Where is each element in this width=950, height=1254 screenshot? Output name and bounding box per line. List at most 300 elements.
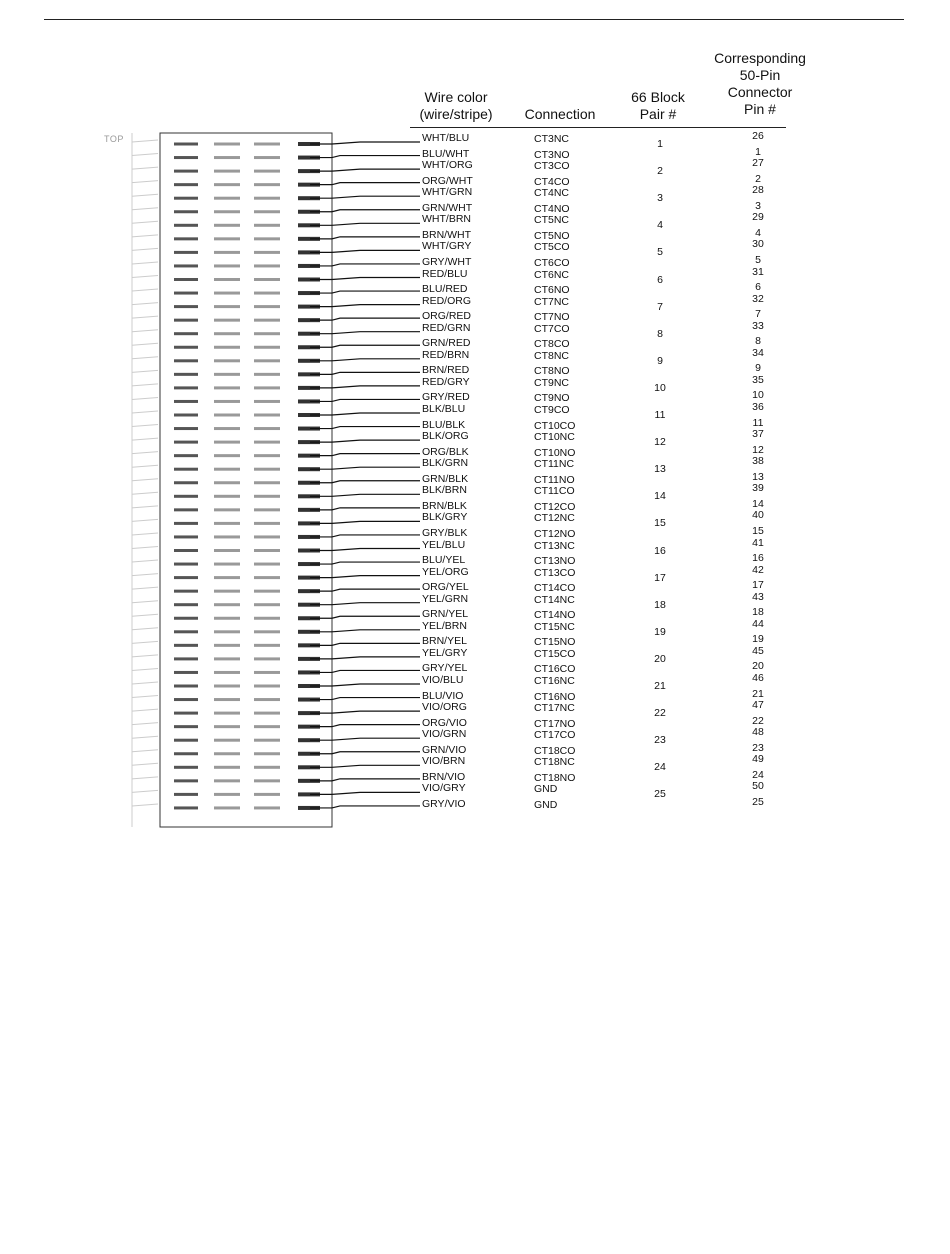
lead-wire: [310, 752, 420, 754]
lead-wire: [310, 278, 420, 280]
punch-clip: [174, 373, 198, 376]
wire-color: GRN/YEL: [422, 608, 469, 621]
connection: CT16NO: [534, 690, 576, 703]
punch-clip: [174, 454, 198, 457]
block-edge-tick: [132, 804, 158, 806]
wire-color: BLK/BRN: [422, 484, 467, 497]
pair-number: 8: [657, 327, 663, 340]
punch-clip: [174, 685, 198, 688]
punch-clip: [174, 806, 198, 809]
lead-wire: [310, 223, 420, 225]
lead-wire: [310, 467, 420, 469]
punch-clip: [254, 725, 280, 728]
wire-color: BLU/YEL: [422, 554, 466, 567]
block-edge-tick: [132, 167, 158, 169]
connection: GND: [534, 798, 558, 811]
block-edge-tick: [132, 235, 158, 237]
lead-wire: [310, 616, 420, 618]
punch-clip: [254, 603, 280, 606]
punch-clip: [174, 725, 198, 728]
punch-clip: [214, 305, 240, 308]
pair-number: 18: [654, 598, 666, 611]
wire-color: ORG/WHT: [422, 174, 473, 187]
pair-number: 10: [654, 381, 666, 394]
connection: CT17CO: [534, 729, 576, 742]
pair-number: 15: [654, 517, 666, 530]
punch-clip: [254, 495, 280, 498]
connection: CT15NC: [534, 620, 575, 633]
pair-number: 16: [654, 544, 666, 557]
connection: CT3NO: [534, 148, 570, 161]
pair-number: 6: [657, 273, 663, 286]
wire-color: RED/GRN: [422, 321, 471, 334]
pair-number: 1: [657, 138, 663, 150]
punch-clip: [174, 251, 198, 254]
lead-wire: [310, 210, 420, 212]
pin-number: 15: [752, 524, 764, 537]
punch-clip: [214, 712, 240, 715]
pair-number: 13: [654, 463, 666, 476]
punch-clip: [214, 197, 240, 200]
punch-clip: [214, 210, 240, 213]
pair-number: 21: [654, 680, 666, 692]
wire-color: VIO/BLU: [422, 674, 464, 686]
punch-clip: [174, 739, 198, 742]
punch-clip: [214, 346, 240, 349]
punch-clip: [254, 305, 280, 308]
lead-wire: [310, 250, 420, 252]
punch-clip: [214, 414, 240, 417]
wire-color: BRN/RED: [422, 364, 470, 377]
wire-color: YEL/BLU: [422, 538, 466, 551]
punch-clip: [254, 590, 280, 593]
punch-clip: [174, 535, 198, 538]
block-edge-tick: [132, 628, 158, 630]
punch-clip: [214, 671, 240, 674]
punch-clip: [174, 197, 198, 200]
punch-clip: [254, 386, 280, 389]
punch-clip: [254, 278, 280, 281]
lead-wire: [310, 196, 420, 198]
punch-clip: [254, 535, 280, 538]
lead-wire: [310, 318, 420, 320]
wire-color: BRN/YEL: [422, 635, 467, 648]
block-edge-tick: [132, 587, 158, 589]
wire-color: WHT/GRN: [422, 186, 473, 199]
block-edge-tick: [132, 154, 158, 156]
connection: CT9NC: [534, 376, 570, 389]
pin-number: 18: [752, 606, 764, 619]
punch-clip: [254, 712, 280, 715]
pin-number: 39: [752, 482, 764, 495]
lead-wire: [310, 359, 420, 361]
header-wire-color: Wire color (wire/stripe): [419, 89, 493, 122]
pair-number: 14: [654, 490, 666, 503]
lead-wire: [310, 454, 420, 456]
connection: CT5NO: [534, 229, 570, 242]
punch-clip: [174, 346, 198, 349]
wire-color: BLK/ORG: [422, 430, 469, 443]
block-edge-tick: [132, 614, 158, 616]
connection: CT3NC: [534, 133, 570, 145]
block-edge-tick: [132, 181, 158, 183]
punch-clip: [214, 224, 240, 227]
punch-clip: [254, 441, 280, 444]
punch-clip: [174, 386, 198, 389]
lead-wire: [310, 670, 420, 672]
lead-wire: [310, 725, 420, 727]
pin-number: 16: [752, 552, 764, 565]
pin-number: 50: [752, 780, 764, 793]
connection: CT4NC: [534, 187, 570, 200]
pin-number: 44: [752, 617, 764, 630]
block-edge-tick: [132, 601, 158, 603]
pin-number: 9: [755, 362, 761, 375]
pin-number: 45: [752, 644, 764, 657]
pin-number: 20: [752, 660, 764, 673]
connection: CT9CO: [534, 404, 570, 416]
punch-clip: [254, 400, 280, 403]
wire-color: BLU/RED: [422, 283, 468, 296]
connection: CT12CO: [534, 500, 576, 513]
pin-number: 32: [752, 292, 764, 305]
block-edge-tick: [132, 384, 158, 386]
wire-color: GRN/WHT: [422, 201, 473, 214]
punch-clip: [174, 657, 198, 660]
pin-number: 42: [752, 563, 764, 576]
pin-number: 7: [755, 308, 761, 321]
punch-clip: [254, 454, 280, 457]
punch-clip: [214, 359, 240, 362]
wire-color: RED/BLU: [422, 267, 468, 280]
lead-wire: [310, 386, 420, 388]
pin-number: 28: [752, 184, 764, 197]
lead-wire: [310, 630, 420, 632]
punch-clip: [174, 143, 198, 146]
pair-number: 23: [654, 734, 666, 747]
pin-number: 3: [755, 199, 761, 212]
connection: CT18NC: [534, 756, 575, 769]
punch-clip: [174, 170, 198, 173]
block-edge-tick: [132, 790, 158, 792]
punch-clip: [174, 617, 198, 620]
pin-number: 22: [752, 714, 764, 727]
header-pair: 66 Block Pair #: [631, 89, 685, 122]
block-edge-tick: [132, 560, 158, 562]
connection: CT15NO: [534, 636, 576, 649]
wire-color: VIO/GRN: [422, 728, 467, 741]
punch-clip: [254, 522, 280, 525]
punch-clip: [214, 793, 240, 796]
punch-clip: [174, 319, 198, 322]
lead-wire: [310, 399, 420, 401]
wire-color: WHT/BRN: [422, 213, 471, 226]
pin-number: 34: [752, 346, 764, 359]
wire-color: RED/BRN: [422, 348, 470, 361]
block-edge-tick: [132, 492, 158, 494]
wire-color: YEL/GRY: [422, 646, 468, 659]
block-edge-tick: [132, 208, 158, 210]
lead-wire: [310, 576, 420, 578]
punch-clip: [174, 292, 198, 295]
block-edge-tick: [132, 533, 158, 535]
punch-clip: [254, 414, 280, 417]
block-edge-tick: [132, 641, 158, 643]
punch-clip: [174, 712, 198, 715]
punch-clip: [174, 359, 198, 362]
pair-number: 11: [654, 409, 666, 421]
punch-clip: [174, 522, 198, 525]
punch-clip: [174, 481, 198, 484]
pin-number: 14: [752, 497, 764, 510]
pin-number: 41: [752, 536, 764, 549]
punch-clip: [254, 576, 280, 579]
punch-clip: [254, 237, 280, 240]
wire-color: VIO/BRN: [422, 755, 466, 768]
pin-number: 12: [752, 443, 764, 456]
pair-number: 7: [657, 300, 663, 313]
punch-clip: [214, 752, 240, 755]
punch-clip: [254, 264, 280, 267]
wire-color: BLK/GRN: [422, 457, 469, 470]
lead-wire: [310, 535, 420, 537]
punch-clip: [214, 183, 240, 186]
lead-wire: [310, 738, 420, 740]
connection: CT8NO: [534, 365, 570, 378]
lead-wire: [310, 589, 420, 591]
punch-clip: [174, 278, 198, 281]
block-edge-tick: [132, 316, 158, 318]
punch-clip: [254, 319, 280, 322]
lead-wire: [310, 156, 420, 158]
punch-clip: [174, 156, 198, 159]
connection: CT6NC: [534, 268, 570, 281]
pin-number: 26: [752, 130, 764, 142]
punch-clip: [174, 210, 198, 213]
wire-color: GRY/WHT: [422, 255, 472, 268]
punch-clip: [174, 576, 198, 579]
connection: CT13NC: [534, 539, 575, 552]
punch-clip: [254, 644, 280, 647]
wire-color: BRN/VIO: [422, 770, 466, 783]
pair-number: 22: [654, 707, 666, 720]
punch-clip: [254, 183, 280, 186]
header-pin: Corresponding 50-Pin Connector Pin #: [714, 50, 806, 117]
punch-clip: [254, 698, 280, 701]
punch-clip: [174, 603, 198, 606]
punch-clip: [174, 237, 198, 240]
lead-wire: [310, 494, 420, 496]
punch-clip: [174, 698, 198, 701]
pair-number: 4: [657, 219, 663, 232]
punch-clip: [214, 563, 240, 566]
punch-clip: [174, 183, 198, 186]
punch-clip: [214, 590, 240, 593]
connection: CT8NC: [534, 349, 570, 362]
block-edge-tick: [132, 343, 158, 345]
punch-clip: [254, 359, 280, 362]
pin-number: 17: [752, 579, 764, 592]
punch-clip: [254, 468, 280, 471]
punch-clip: [214, 264, 240, 267]
wire-color: VIO/GRY: [422, 782, 466, 795]
block-edge-tick: [132, 438, 158, 440]
connection: CT5CO: [534, 241, 570, 254]
block-edge-tick: [132, 452, 158, 454]
connection: CT6CO: [534, 256, 570, 269]
pin-number: 48: [752, 726, 764, 739]
punch-clip: [254, 549, 280, 552]
punch-clip: [214, 617, 240, 620]
block-edge-tick: [132, 276, 158, 278]
punch-clip: [254, 671, 280, 674]
lead-wire: [310, 372, 420, 374]
pair-number: 12: [654, 436, 666, 449]
wire-color: BLK/BLU: [422, 403, 466, 415]
block-edge-tick: [132, 736, 158, 738]
lead-wire: [310, 183, 420, 185]
punch-clip: [174, 305, 198, 308]
block-edge-tick: [132, 140, 158, 142]
lead-wire: [310, 779, 420, 781]
connection: CT11CO: [534, 485, 575, 498]
connection: CT14NC: [534, 593, 575, 606]
punch-clip: [174, 590, 198, 593]
pin-number: 40: [752, 509, 764, 522]
pair-number: 2: [657, 165, 663, 178]
pair-number: 25: [654, 788, 666, 801]
connection: CT14NO: [534, 609, 576, 622]
pin-number: 29: [752, 211, 764, 224]
wire-color: ORG/BLK: [422, 445, 469, 458]
punch-clip: [214, 739, 240, 742]
punch-clip: [254, 346, 280, 349]
punch-clip: [254, 685, 280, 688]
wire-color: GRY/YEL: [422, 662, 468, 675]
block-edge-tick: [132, 519, 158, 521]
punch-clip: [174, 508, 198, 511]
connection: CT7NO: [534, 311, 570, 324]
block-edge-tick: [132, 777, 158, 779]
connection: CT7CO: [534, 322, 570, 335]
punch-clip: [214, 319, 240, 322]
lead-wire: [310, 521, 420, 523]
lead-wire: [310, 711, 420, 713]
lead-wire: [310, 413, 420, 415]
lead-wire: [310, 643, 420, 645]
lead-wire: [310, 237, 420, 239]
punch-clip: [254, 156, 280, 159]
pin-number: 10: [752, 389, 764, 402]
pin-number: 27: [752, 157, 764, 170]
block-edge-tick: [132, 221, 158, 223]
connection: CT15CO: [534, 647, 576, 660]
punch-clip: [214, 685, 240, 688]
connection: CT10NO: [534, 446, 576, 459]
lead-wire: [310, 508, 420, 510]
wire-color: GRY/BLK: [422, 526, 468, 539]
punch-clip: [214, 806, 240, 809]
punch-clip: [254, 224, 280, 227]
lead-wire: [310, 427, 420, 429]
block-edge-tick: [132, 668, 158, 670]
block-edge-tick: [132, 547, 158, 549]
block-edge-tick: [132, 357, 158, 359]
wire-color: VIO/ORG: [422, 701, 467, 714]
wire-color: ORG/RED: [422, 310, 472, 323]
lead-wire: [310, 332, 420, 334]
punch-clip: [214, 522, 240, 525]
punch-clip: [214, 373, 240, 376]
punch-clip: [214, 535, 240, 538]
punch-clip: [214, 630, 240, 633]
connection: CT16NC: [534, 675, 575, 687]
wire-color: BLU/WHT: [422, 147, 470, 160]
punch-clip: [214, 332, 240, 335]
pin-number: 31: [752, 265, 764, 278]
pin-number: 47: [752, 699, 764, 712]
block-edge-tick: [132, 465, 158, 467]
wire-color: WHT/GRY: [422, 240, 472, 253]
lead-wire: [310, 792, 420, 794]
punch-clip: [214, 644, 240, 647]
punch-clip: [214, 292, 240, 295]
wire-color: GRN/RED: [422, 337, 471, 350]
punch-clip: [254, 766, 280, 769]
wire-color: GRN/BLK: [422, 472, 469, 485]
punch-clip: [214, 495, 240, 498]
punch-clip: [174, 563, 198, 566]
punch-clip: [174, 671, 198, 674]
wire-color: GRN/VIO: [422, 743, 467, 756]
punch-clip: [254, 752, 280, 755]
wire-color: WHT/ORG: [422, 159, 473, 172]
punch-clip: [254, 170, 280, 173]
punch-clip: [214, 251, 240, 254]
lead-wire: [310, 142, 420, 144]
wire-color: ORG/YEL: [422, 581, 469, 594]
punch-clip: [254, 793, 280, 796]
punch-clip: [214, 237, 240, 240]
pin-number: 49: [752, 753, 764, 766]
pair-number: 9: [657, 354, 663, 367]
wire-color: BLK/GRY: [422, 511, 468, 524]
punch-clip: [174, 549, 198, 552]
block-edge-tick: [132, 397, 158, 399]
lead-wire: [310, 603, 420, 605]
pin-number: 19: [752, 633, 764, 646]
punch-clip: [174, 332, 198, 335]
block-edge-tick: [132, 709, 158, 711]
punch-clip: [174, 400, 198, 403]
pair-number: 24: [654, 761, 666, 774]
wire-color: WHT/BLU: [422, 132, 470, 144]
punch-clip: [174, 793, 198, 796]
pin-number: 1: [755, 145, 761, 158]
lead-wire: [310, 562, 420, 564]
connection: CT6NO: [534, 284, 570, 297]
block-edge-tick: [132, 289, 158, 291]
lead-wire: [310, 440, 420, 442]
punch-clip: [214, 766, 240, 769]
pin-number: 46: [752, 672, 764, 684]
pin-number: 24: [752, 768, 764, 781]
punch-clip: [214, 576, 240, 579]
wire-color: GRY/RED: [422, 391, 470, 404]
punch-clip: [174, 264, 198, 267]
connection: CT4CO: [534, 175, 570, 188]
lead-wire: [310, 169, 420, 171]
